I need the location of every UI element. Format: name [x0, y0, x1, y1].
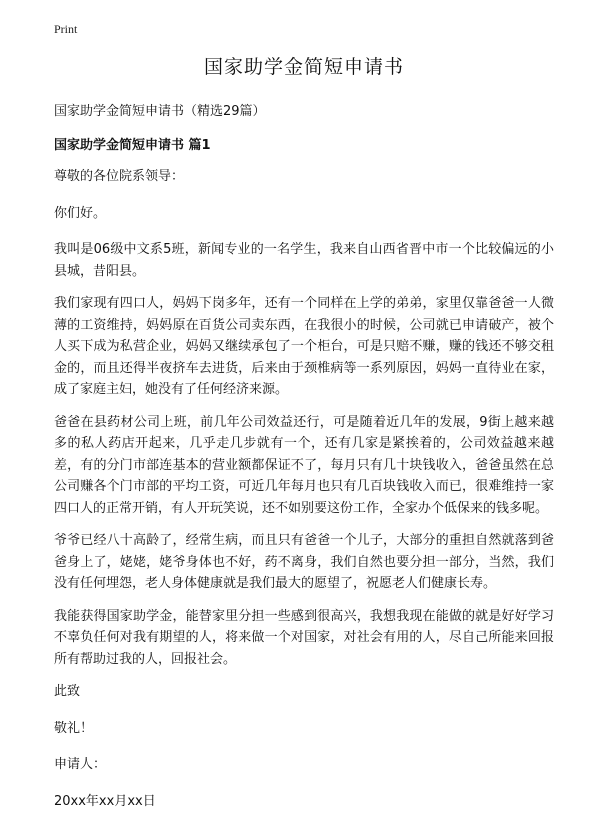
greeting: 你们好。 — [54, 205, 107, 221]
regards: 敬礼！ — [54, 720, 94, 736]
applicant-label: 申请人： — [54, 757, 107, 772]
body-paragraph: 我们家现有四口人，妈妈下岗多年，还有一个同样在上学的弟弟，家里仅靠爸爸一人微薄的工资维持，妈妈原在百货公司卖东西，在我很小的时候，公司就已申请破产，被个人买下成为私营企业，妈妈又继续承包了一个柜台，可是只赔不赚，赚的钱还不够交租金的，而且还得半夜挤车去进货，后来由于颈椎病等一系列原因，妈妈一直待业在家，成了家庭主妇，她没有了任何经济来源。 — [54, 296, 554, 397]
closing: 此致 — [54, 684, 81, 699]
body-paragraph: 爷爷已经八十高龄了，经常生病，而且只有爸爸一个儿子，大部分的重担自然就落到爸爸身上了，姥姥，姥爷身体也不好，药不离身，我们自然也要分担一部分，当然，我们没有任何埋怨，老人身体健康就是我们最大的愿望了，祝愿老人们健康长寿。 — [54, 533, 554, 591]
body-paragraph: 我能获得国家助学金，能替家里分担一些感到很高兴，我想我现在能做的就是好好学习不辜负任何对我有期望的人，将来做一个对国家，对社会有用的人，尽自己所能来回报所有帮助过我的人，回报社会。 — [54, 608, 554, 667]
document-page — [54, 52, 554, 827]
body-paragraph: 爸爸在县药材公司上班，前几年公司效益还行，可是随着近几年的发展，9街上越来越多的私人药店开起来，几乎走几步就有一个，还有几家是紧挨着的，公司效益越来越差，有的分门市部连基本的营业额都保证不了，每月只有几十块钱收入，爸爸虽然在总公司赚各个门市部的平均工资，可近几年每月也只有几百块钱收入而已，很难维持一家四口人的正常开销，有人开玩笑说，还不如别要这份工作，全家办个低保来的钱多呢。 — [54, 414, 554, 516]
date: 20xx年xx月xx日 — [54, 793, 156, 809]
section-heading: 国家助学金简短申请书 篇1 — [54, 137, 211, 153]
body-paragraph: 我叫是06级中文系5班，新闻专业的一名学生，我来自山西省晋中市一个比较偏远的小县城，昔阳县。 — [54, 242, 554, 279]
salutation: 尊敬的各位院系领导： — [54, 169, 185, 184]
document-subtitle: 国家助学金简短申请书（精选29篇） — [54, 104, 266, 119]
print-link[interactable]: Print — [54, 22, 78, 36]
document-title: 国家助学金简短申请书 — [203, 56, 404, 78]
